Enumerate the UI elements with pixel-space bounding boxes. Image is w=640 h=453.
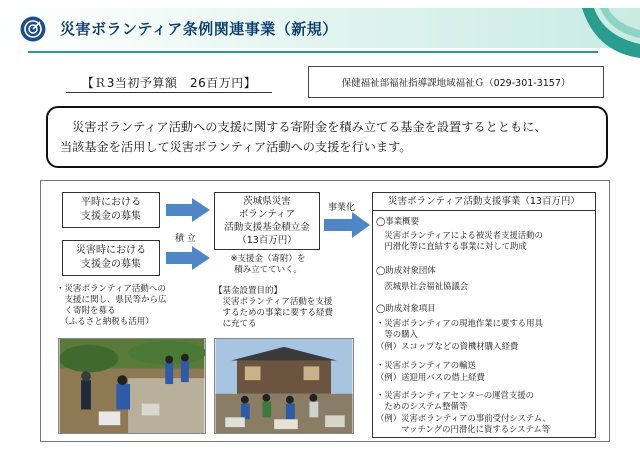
fund-note-line: ※支援金（寄附）を [230, 254, 306, 264]
normal-time-box [62, 192, 160, 228]
project-line: ・災害ボランティアの現地作業に要する用具 [376, 318, 543, 328]
fund-purpose-line: 【基金設置目的】 [214, 286, 283, 296]
fund-purpose [214, 286, 333, 330]
donation-note-line: く寄附を募る [56, 306, 116, 316]
donation-note-line: （ふるさと納税も活用） [56, 317, 154, 327]
fund-note [222, 254, 314, 276]
fund-purpose-line: 災害ボランティア活動を支援 [214, 297, 333, 307]
accumulate-label: 積 立 [175, 234, 196, 244]
project-line: （例）スコップなどの資機材購入経費 [376, 341, 519, 351]
project-line: ・災害ボランティアセンターの運営支援の [376, 390, 535, 400]
project-line-overview-heading: ◯事業概要 [376, 216, 419, 226]
donation-note-line: 支援に関し、県民等から広 [56, 295, 167, 305]
ibaraki-logo-icon [20, 16, 46, 42]
fund-purpose-line: するための事業に要する経費 [214, 308, 334, 318]
project-line: 等の購入 [376, 329, 418, 339]
arrow-right-icon [166, 198, 210, 222]
budget-label: 【Ｒ3当初予算額 26百万円】 [66, 74, 272, 93]
disaster-time-box [62, 240, 160, 276]
box-line: 茨城県災害 [243, 196, 291, 207]
box-line: 災害時における [76, 245, 146, 256]
box-line: 支援金の募集 [81, 211, 141, 222]
project-line: ・災害ボランティアの輸送 [376, 360, 476, 370]
donation-note-line: ・災害ボランティア活動への [56, 284, 166, 294]
donation-note [56, 284, 167, 328]
summary-line: 当該基金を活用して災害ボランティア活動への支援を行います。 [60, 140, 412, 154]
summary-line: 災害ボランティア活動への支援に関する寄附金を積み立てる基金を設置するとともに、 [60, 120, 547, 134]
project-line: マッチングの円滑化に資するシステム等 [376, 424, 551, 434]
project-label: 事業化 [328, 203, 356, 213]
corner-decoration [574, 8, 640, 58]
project-line: 災害ボランティアによる被災者支援活動の [376, 230, 543, 240]
header-divider [28, 51, 598, 53]
project-line-target-heading: ◯助成対象団体 [376, 265, 436, 275]
project-line: ためのシステム整備等 [376, 401, 468, 411]
volunteer-photo-field [58, 338, 206, 434]
arrow-right-icon [324, 212, 370, 238]
box-line: 平時における [81, 197, 141, 208]
volunteer-photo-house [214, 338, 354, 434]
header [0, 0, 640, 58]
project-line: 円滑化等に直結する事業に対して助成 [376, 241, 527, 251]
page-title: 災害ボランティア条例関連事業（新規） [60, 20, 338, 38]
fund-note-line: 積み立てていく。 [234, 265, 302, 275]
project-line: （例）送迎用バスの借上経費 [376, 372, 485, 382]
box-line: （13百万円） [237, 235, 297, 246]
arrow-right-icon [166, 246, 210, 270]
project-line: （例）災害ボランティアの事前受付システム、 [376, 413, 551, 423]
contact-box: 保健福祉部福祉指導課地域福祉Ｇ（029-301-3157） [308, 66, 604, 98]
project-title: 災害ボランティア活動支援事業（13百万円） [373, 193, 595, 211]
summary-box [46, 106, 608, 168]
project-line: 茨城県社会福祉協議会 [376, 281, 469, 291]
project-line-items-heading: ◯助成対象項目 [376, 303, 436, 313]
box-line: ボランティア [238, 209, 296, 220]
fund-purpose-line: に充てる [214, 319, 257, 329]
box-line: 活動支援基金積立金 [224, 222, 310, 233]
fund-box [214, 192, 320, 250]
box-line: 支援金の募集 [81, 259, 141, 270]
